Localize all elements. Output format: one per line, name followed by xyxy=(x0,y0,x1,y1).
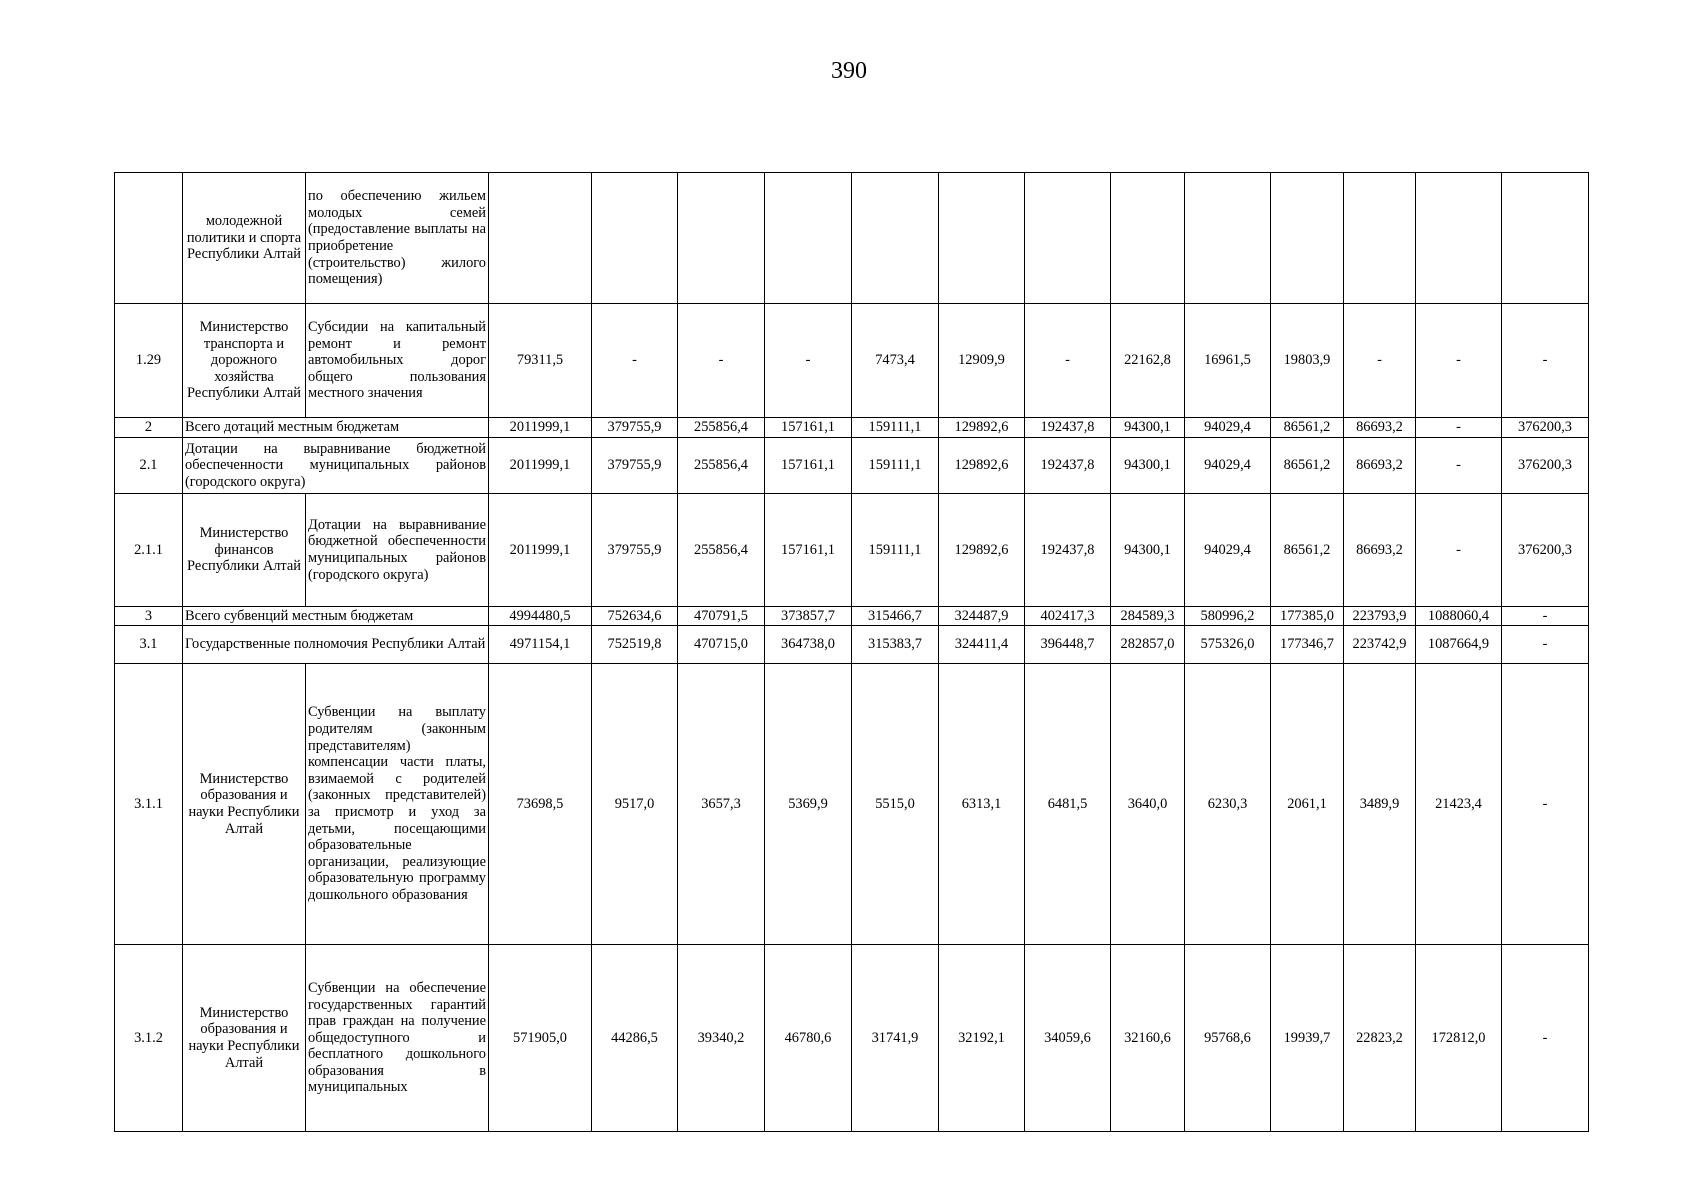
row-index: 2 xyxy=(115,418,183,438)
page-number: 390 xyxy=(831,58,867,84)
row-label: Государственные полномочия Республики Алтай xyxy=(183,626,489,664)
amount-cell: 12909,9 xyxy=(939,304,1025,418)
amount-cell: 4971154,1 xyxy=(489,626,592,664)
amount-cell: 3640,0 xyxy=(1111,664,1185,945)
amount-cell: 177346,7 xyxy=(1271,626,1344,664)
table-row xyxy=(115,304,1589,418)
row-index: 2.1 xyxy=(115,438,183,494)
row-index: 1.29 xyxy=(115,304,183,418)
table-row xyxy=(115,626,1589,664)
expense-description: Субсидии на капитальный ремонт и ремонт автомобильных дорог общего пользования местного значения xyxy=(306,304,489,418)
amount-cell xyxy=(1344,173,1416,304)
expense-description: Дотации на выравнивание бюджетной обеспеченности муниципальных районов (городского округа) xyxy=(306,494,489,607)
amount-cell: - xyxy=(1502,945,1589,1132)
amount-cell: 31741,9 xyxy=(852,945,939,1132)
amount-cell: 32160,6 xyxy=(1111,945,1185,1132)
amount-cell: 470791,5 xyxy=(678,607,765,626)
row-index: 3.1.1 xyxy=(115,664,183,945)
row-index xyxy=(115,173,183,304)
amount-cell: 3489,9 xyxy=(1344,664,1416,945)
amount-cell: 752519,8 xyxy=(592,626,678,664)
amount-cell: 94029,4 xyxy=(1185,418,1271,438)
responsible-ministry: Министерство образования и науки Республики Алтай xyxy=(183,945,306,1132)
amount-cell: 284589,3 xyxy=(1111,607,1185,626)
amount-cell: 4994480,5 xyxy=(489,607,592,626)
amount-cell: 19939,7 xyxy=(1271,945,1344,1132)
amount-cell: - xyxy=(1025,304,1111,418)
amount-cell xyxy=(1111,173,1185,304)
amount-cell: 373857,7 xyxy=(765,607,852,626)
amount-cell: 94300,1 xyxy=(1111,494,1185,607)
amount-cell: 6230,3 xyxy=(1185,664,1271,945)
amount-cell: - xyxy=(592,304,678,418)
amount-cell: 86561,2 xyxy=(1271,418,1344,438)
budget-table xyxy=(114,172,1589,1132)
amount-cell: 34059,6 xyxy=(1025,945,1111,1132)
amount-cell: 324411,4 xyxy=(939,626,1025,664)
amount-cell: 19803,9 xyxy=(1271,304,1344,418)
amount-cell: 752634,6 xyxy=(592,607,678,626)
amount-cell: 470715,0 xyxy=(678,626,765,664)
amount-cell: 86693,2 xyxy=(1344,438,1416,494)
amount-cell: 86693,2 xyxy=(1344,418,1416,438)
amount-cell: 223793,9 xyxy=(1344,607,1416,626)
amount-cell xyxy=(1502,173,1589,304)
table-row xyxy=(115,438,1589,494)
amount-cell: 44286,5 xyxy=(592,945,678,1132)
amount-cell: 129892,6 xyxy=(939,494,1025,607)
amount-cell: 223742,9 xyxy=(1344,626,1416,664)
amount-cell: 157161,1 xyxy=(765,418,852,438)
amount-cell: 94029,4 xyxy=(1185,494,1271,607)
amount-cell: 2061,1 xyxy=(1271,664,1344,945)
amount-cell: 86561,2 xyxy=(1271,494,1344,607)
amount-cell xyxy=(939,173,1025,304)
amount-cell: 79311,5 xyxy=(489,304,592,418)
amount-cell: - xyxy=(765,304,852,418)
amount-cell: 159111,1 xyxy=(852,438,939,494)
amount-cell: - xyxy=(1416,304,1502,418)
amount-cell: - xyxy=(1344,304,1416,418)
amount-cell: - xyxy=(1416,418,1502,438)
amount-cell: 1087664,9 xyxy=(1416,626,1502,664)
amount-cell: 324487,9 xyxy=(939,607,1025,626)
amount-cell: 39340,2 xyxy=(678,945,765,1132)
responsible-ministry: Министерство транспорта и дорожного хозяйства Республики Алтай xyxy=(183,304,306,418)
row-index: 3.1 xyxy=(115,626,183,664)
amount-cell: 159111,1 xyxy=(852,418,939,438)
amount-cell: 86693,2 xyxy=(1344,494,1416,607)
amount-cell: 1088060,4 xyxy=(1416,607,1502,626)
table-row xyxy=(115,945,1589,1132)
amount-cell xyxy=(765,173,852,304)
amount-cell xyxy=(489,173,592,304)
row-index: 3.1.2 xyxy=(115,945,183,1132)
amount-cell: 94029,4 xyxy=(1185,438,1271,494)
amount-cell: 6481,5 xyxy=(1025,664,1111,945)
amount-cell xyxy=(1416,173,1502,304)
amount-cell: 376200,3 xyxy=(1502,418,1589,438)
amount-cell: 46780,6 xyxy=(765,945,852,1132)
amount-cell xyxy=(852,173,939,304)
table-row xyxy=(115,664,1589,945)
amount-cell: 22823,2 xyxy=(1344,945,1416,1132)
amount-cell: 9517,0 xyxy=(592,664,678,945)
table-row xyxy=(115,607,1589,626)
amount-cell xyxy=(592,173,678,304)
amount-cell: 402417,3 xyxy=(1025,607,1111,626)
amount-cell: 73698,5 xyxy=(489,664,592,945)
amount-cell: 2011999,1 xyxy=(489,494,592,607)
amount-cell: - xyxy=(678,304,765,418)
row-index: 3 xyxy=(115,607,183,626)
amount-cell: 255856,4 xyxy=(678,418,765,438)
amount-cell xyxy=(678,173,765,304)
amount-cell: - xyxy=(1416,438,1502,494)
amount-cell: 95768,6 xyxy=(1185,945,1271,1132)
amount-cell: - xyxy=(1502,664,1589,945)
amount-cell: 282857,0 xyxy=(1111,626,1185,664)
table-row xyxy=(115,494,1589,607)
amount-cell: 6313,1 xyxy=(939,664,1025,945)
amount-cell: 315466,7 xyxy=(852,607,939,626)
row-label: Дотации на выравнивание бюджетной обеспеченности муниципальных районов (городского округа) xyxy=(183,438,489,494)
expense-description: Субвенции на выплату родителям (законным представителям) компенсации части платы, взимаемой с родителей (законных представителей) за присмотр и уход за детьми, посещающими образовательные организации, реализующие образовательную программу дошкольного образования xyxy=(306,664,489,945)
amount-cell xyxy=(1185,173,1271,304)
amount-cell: 571905,0 xyxy=(489,945,592,1132)
row-index: 2.1.1 xyxy=(115,494,183,607)
amount-cell xyxy=(1271,173,1344,304)
amount-cell: 376200,3 xyxy=(1502,438,1589,494)
table-row xyxy=(115,173,1589,304)
amount-cell: 5369,9 xyxy=(765,664,852,945)
amount-cell: 255856,4 xyxy=(678,438,765,494)
responsible-ministry: Министерство финансов Республики Алтай xyxy=(183,494,306,607)
amount-cell: 177385,0 xyxy=(1271,607,1344,626)
amount-cell: 376200,3 xyxy=(1502,494,1589,607)
amount-cell: 575326,0 xyxy=(1185,626,1271,664)
amount-cell xyxy=(1025,173,1111,304)
amount-cell: 255856,4 xyxy=(678,494,765,607)
row-label: Всего субвенций местным бюджетам xyxy=(183,607,489,626)
amount-cell: 22162,8 xyxy=(1111,304,1185,418)
amount-cell: 86561,2 xyxy=(1271,438,1344,494)
amount-cell: 94300,1 xyxy=(1111,418,1185,438)
amount-cell: 192437,8 xyxy=(1025,418,1111,438)
expense-description: по обеспечению жильем молодых семей (предоставление выплаты на приобретение (строительство) жилого помещения) xyxy=(306,173,489,304)
table-row xyxy=(115,418,1589,438)
row-label: Всего дотаций местным бюджетам xyxy=(183,418,489,438)
amount-cell: 129892,6 xyxy=(939,418,1025,438)
amount-cell: - xyxy=(1502,626,1589,664)
amount-cell: - xyxy=(1502,607,1589,626)
amount-cell: 192437,8 xyxy=(1025,438,1111,494)
amount-cell: 315383,7 xyxy=(852,626,939,664)
amount-cell: 379755,9 xyxy=(592,494,678,607)
amount-cell: 157161,1 xyxy=(765,494,852,607)
amount-cell: 94300,1 xyxy=(1111,438,1185,494)
amount-cell: 32192,1 xyxy=(939,945,1025,1132)
amount-cell: 21423,4 xyxy=(1416,664,1502,945)
amount-cell: 580996,2 xyxy=(1185,607,1271,626)
amount-cell: 129892,6 xyxy=(939,438,1025,494)
amount-cell: 7473,4 xyxy=(852,304,939,418)
amount-cell: 2011999,1 xyxy=(489,418,592,438)
amount-cell: 396448,7 xyxy=(1025,626,1111,664)
amount-cell: - xyxy=(1502,304,1589,418)
responsible-ministry: Министерство образования и науки Республики Алтай xyxy=(183,664,306,945)
amount-cell: - xyxy=(1416,494,1502,607)
amount-cell: 192437,8 xyxy=(1025,494,1111,607)
responsible-ministry: молодежной политики и спорта Республики Алтай xyxy=(183,173,306,304)
amount-cell: 3657,3 xyxy=(678,664,765,945)
amount-cell: 2011999,1 xyxy=(489,438,592,494)
amount-cell: 159111,1 xyxy=(852,494,939,607)
amount-cell: 364738,0 xyxy=(765,626,852,664)
amount-cell: 379755,9 xyxy=(592,438,678,494)
expense-description: Субвенции на обеспечение государственных гарантий прав граждан на получение общедоступного и бесплатного дошкольного образования в муниципальных xyxy=(306,945,489,1132)
amount-cell: 16961,5 xyxy=(1185,304,1271,418)
amount-cell: 172812,0 xyxy=(1416,945,1502,1132)
amount-cell: 379755,9 xyxy=(592,418,678,438)
amount-cell: 5515,0 xyxy=(852,664,939,945)
amount-cell: 157161,1 xyxy=(765,438,852,494)
